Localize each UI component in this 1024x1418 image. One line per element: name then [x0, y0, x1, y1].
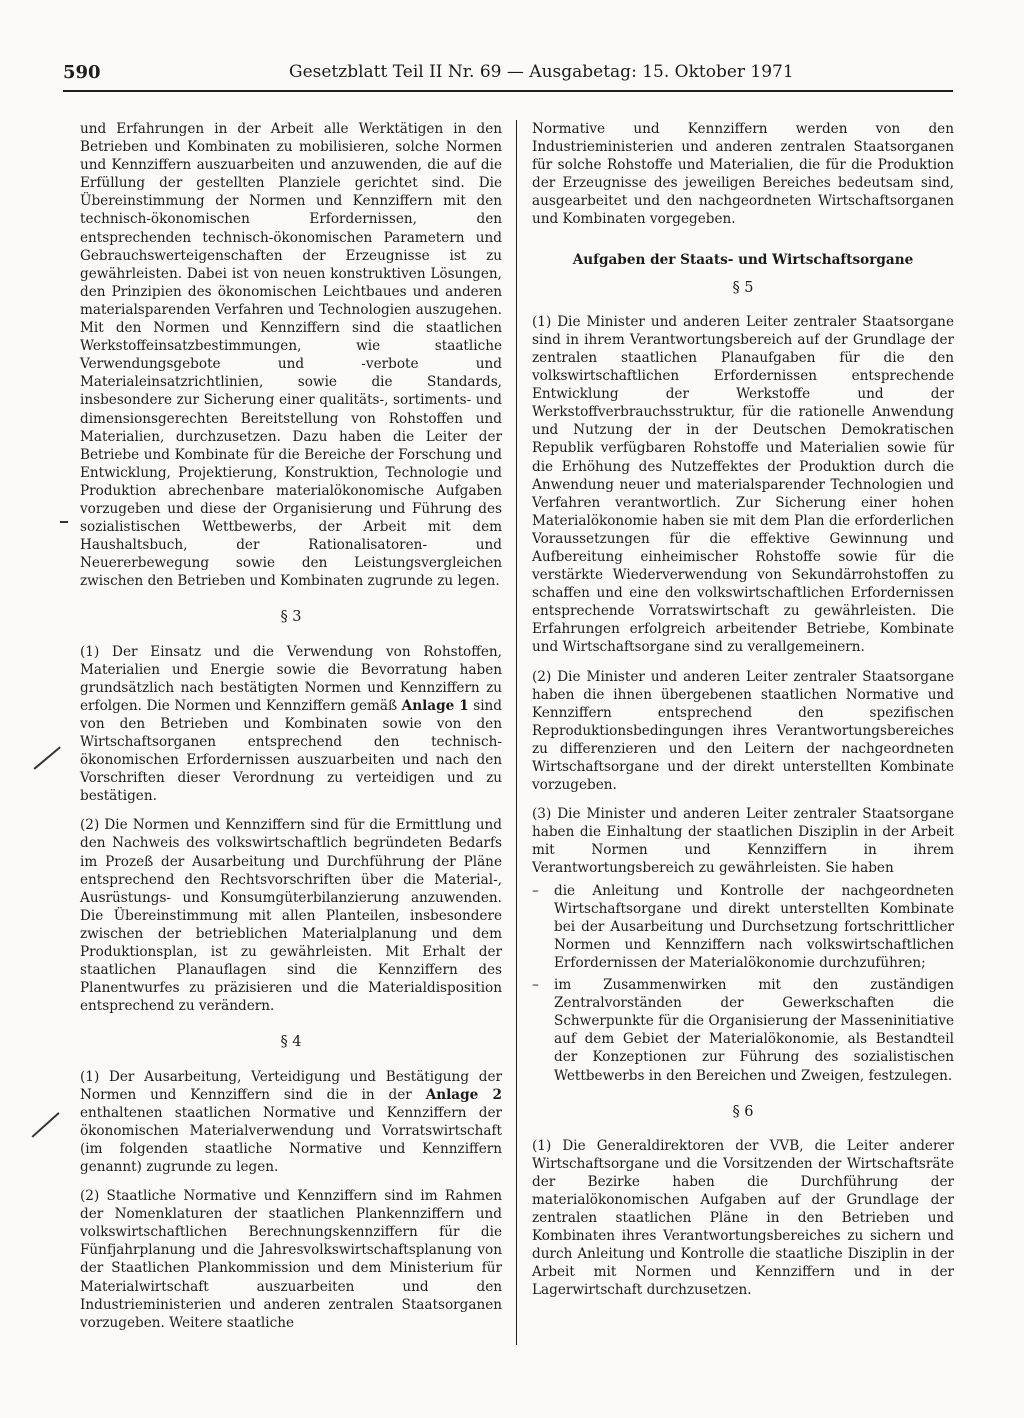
page-header [63, 62, 953, 92]
section-heading-5: § 5 [732, 279, 754, 296]
section-heading-3: § 3 [280, 609, 302, 626]
list-item: – im Zusammenwirken mit den zuständigen Zentralvorständen der Gewerkschaften die Schwerpunkte für die Organisierung der Masseninitiative auf dem Gebiet der Materialökonomie, als Bestandteil der Konzeptionen zur Führung des sozialistischen Wettbewerbs in den Bereichen und Zweigen, festzulegen. [532, 976, 954, 1085]
paragraph-continuation: und Erfahrungen in der Arbeit alle Werktätigen in den Betrieben und Kombinaten zu mobilisieren, solche Normen und Kennziffern auszuarbeiten und anzuwenden, die auf die Erfüllung der gestellten Planziele gerichtet sind. Die Übereinstimmung der Normen und Kennziffern mit den technisch-ökonomischen Erfordernissen, den entsprechenden technisch-ökonomischen Parametern und Gebrauchswerteigenschaften der Erzeugnisse ist zu gewährleisten. Dabei ist von neuen konstruktiven Lösungen, den Prinzipien des ökonomischen Leichtbaues und anderen materialsparenden Verfahren und Technologien auszugehen. Mit den Normen und Kennziffern sind die staatlichen Werkstoffeinsatzbestimmungen, wie staatliche Verwendungsgebote und -verbote und Materialeinsatzrichtlinien, sowie die Standards, insbesondere zur Sicherung einer qualitäts-, sortiments- und dimensionsgerechten Bereitstellung von Rohstoffen und Materialien, durchzusetzen. Dazu haben die Leiter der Betriebe und Kombinate für die Bereiche der Forschung und Entwicklung, Projektierung, Konstruktion, Technologie und Produktion abrechenbare materialökonomische Aufgaben vorzugeben und diese der Organisierung und Führung des sozialistischen Wettbewerbs, der Arbeit mit dem Haushaltsbuch, der Rationalisatoren- und Neuererbewegung sowie den Leistungsvergleichen zwischen den Betrieben und Kombinaten zugrunde zu legen. [80, 121, 502, 590]
list-item: – die Anleitung und Kontrolle der nachgeordneten Wirtschaftsorgane und direkt unterstellten Kombinate bei der Ausarbeitung und Durchsetzung fortschrittlicher Normen und Kennziffern nach volkswirtschaftlichen Erfordernissen der Materialökonomie durchzuführen; [532, 882, 954, 972]
paragraph-3-2: (2) Die Normen und Kennziffern sind für die Ermittlung und den Nachweis des volkswirtschaftlich begründeten Bedarfs im Prozeß der Ausarbeitung und Durchführung der Pläne entsprechend den Rechtsvorschriften über die Material-, Ausrüstungs- und Konsumgüterbilanzierung anzuwenden. Die Übereinstimmung mit allen Planteilen, insbesondere zwischen der betrieblichen Materialplanung und dem Produktionsplan, ist zu gewährleisten. Mit Erhalt der staatlichen Planauflagen sind die Kennziffern des Planentwurfes zu präzisieren und die Materialdisposition entsprechend zu verändern. [80, 817, 502, 1015]
right-column [532, 120, 954, 1311]
paragraph-6-1: (1) Die Generaldirektoren der VVB, die Leiter anderer Wirtschaftsorgane und die Vorsitzenden der Wirtschaftsräte der Bezirke haben die Durchführung der materialökonomischen Aufgaben auf der Grundlage der zentralen staatlichen Pläne in den Betrieben und Kombinaten ihres Verantwortungsbereiches zu sichern und durch Anleitung und Kontrolle die staatliche Disziplin in der Arbeit mit Normen und Kennziffern und in der Lagerwirtschaft durchzusetzen. [532, 1137, 954, 1299]
paragraph-4-2: (2) Staatliche Normative und Kennziffern sind im Rahmen der Nomenklaturen der staatlichen Plankennziffern und volkswirtschaftlichen Berechnungskennziffern für die Fünfjahrplanung und die Jahresvolkswirtschaftsplanung von der Staatlichen Plankommission und dem Ministerium für Materialwirtschaft auszuarbeiten und den Industrieministerien und anderen zentralen Staatsorganen vorzugeben. Weitere staatliche [80, 1188, 502, 1331]
paragraph-5-1: (1) Die Minister und anderen Leiter zentraler Staatsorgane sind in ihrem Verantwortungsbereich auf der Grundlage der zentralen staatlichen Planaufgaben für die den volkswirtschaftlichen Erfordernissen entsprechende Entwicklung der Werkstoffe und der Werkstoffverbrauchsstruktur, für die rationelle Anwendung und Nutzung der in der Deutschen Demokratischen Republik verfügbaren Rohstoffe und Materialien sowie für die Erhöhung des Nutzeffektes der Produktion durch die Anwendung neuer und materialsparender Technologien und Verfahren verantwortlich. Zur Sicherung einer hohen Materialökonomie haben sie mit dem Plan die erforderlichen Voraussetzungen für die effektive Gewinnung und Aufbereitung einheimischer Rohstoffe sowie für die verstärkte Wiederverwendung von Sekundärrohstoffen zu schaffen und eine den volkswirtschaftlichen Erfordernissen entsprechende Vorratswirtschaft zu gewährleisten. Die Erfahrungen erfolgreich arbeitender Betriebe, Kombinate und Wirtschaftsorgane sind zu verallgemeinern. [532, 313, 954, 656]
paragraph-4-1 [80, 1068, 502, 1177]
margin-mark [31, 1112, 59, 1137]
duty-list [532, 882, 954, 1085]
anlage-2-reference: Anlage 2 [425, 1086, 502, 1103]
column-divider [516, 120, 517, 1345]
paragraph-3-1-end: sind von den Betrieben und Kombinaten sowie von den Wirtschaftsorganen entsprechend den technisch-ökonomischen Erfordernissen auszuarbeiten und nach den Vorschriften dieser Verordnung zu verteidigen und zu bestätigen. [80, 697, 502, 805]
paragraph-5-3: (3) Die Minister und anderen Leiter zentraler Staatsorgane haben die Einhaltung der staatlichen Disziplin in der Arbeit mit Normen und Kennziffern in ihrem Verantwortungsbereich zu gewährleisten. Sie haben [532, 806, 954, 877]
section-heading-6: § 6 [732, 1103, 754, 1120]
left-column [80, 120, 502, 1343]
paragraph-3-1 [80, 643, 502, 806]
page-number: 590 [63, 62, 101, 83]
header-rule [63, 90, 953, 92]
section-heading-4: § 4 [280, 1034, 302, 1051]
paragraph-4-1-start: (1) Der Ausarbeitung, Verteidigung und Bestätigung der Normen und Kennziffern sind die in der [80, 1068, 502, 1103]
chapter-heading: Aufgaben der Staats- und Wirtschaftsorgane [572, 251, 914, 268]
paragraph-5-2: (2) Die Minister und anderen Leiter zentraler Staatsorgane haben die ihnen übergebenen staatlichen Normative und Kennziffern entsprechend den spezifischen Reproduktionsbedingungen ihres Verantwortungsbereiches zu differenzieren und den Leitern der nachgeordneten Wirtschaftsorgane und der direkt unterstellten Kombinate vorzugeben. [532, 668, 954, 794]
anlage-1-reference: Anlage 1 [401, 697, 469, 714]
paragraph-continuation-right: Normative und Kennziffern werden von den Industrieministerien und anderen zentralen Staatsorganen für solche Rohstoffe und Materialien, die für die Produktion der Erzeugnisse des jeweiligen Bereiches bedeutsam sind, ausgearbeitet und den nachgeordneten Wirtschaftsorganen und Kombinaten vorgegeben. [532, 121, 954, 228]
running-title: Gesetzblatt Teil II Nr. 69 — Ausgabetag: 15. Oktober 1971 [289, 62, 794, 82]
paragraph-4-1-end: enthaltenen staatlichen Normative und Kennziffern der ökonomischen Materialverwendung und Vorratswirtschaft (im folgenden staatliche Normative und Kennziffern genannt) zugrunde zu legen. [80, 1104, 502, 1175]
margin-mark [34, 746, 61, 769]
margin-mark [60, 521, 68, 523]
paragraph-3-1-start: (1) Der Einsatz und die Verwendung von Rohstoffen, Materialien und Energie sowie die Bevorratung haben grundsätzlich nach bestätigten Normen und Kennziffern zu erfolgen. Die Normen und Kennziffern gemäß [80, 643, 502, 714]
